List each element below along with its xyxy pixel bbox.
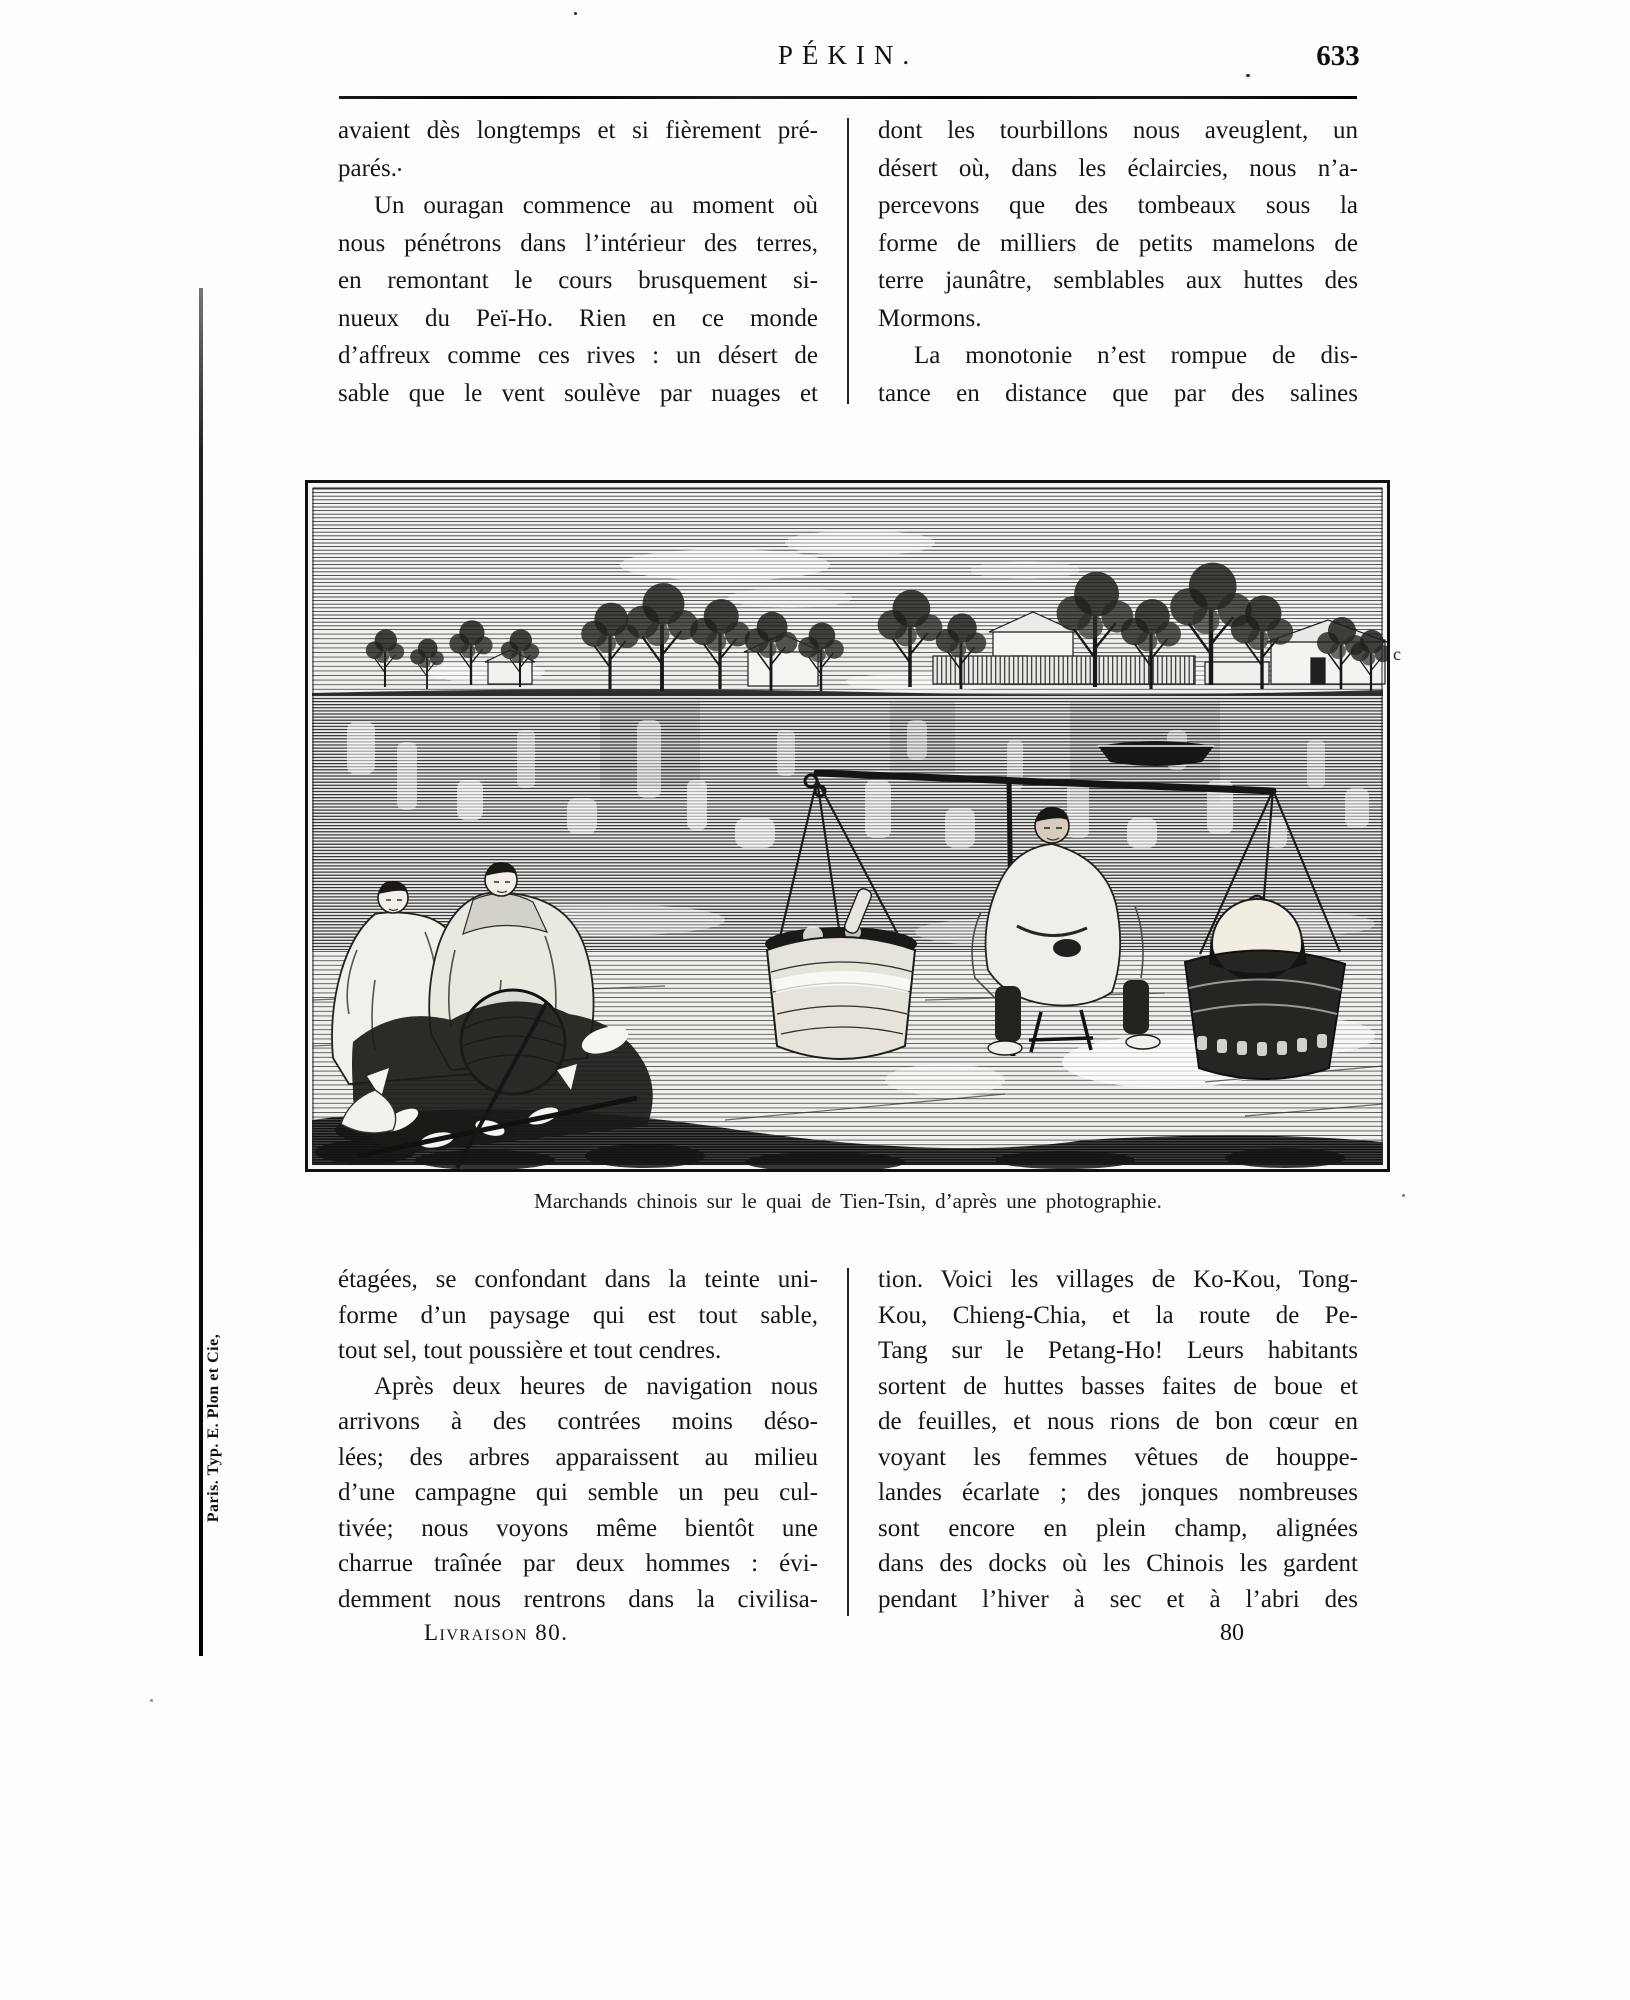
text-line: terre jaunâtre, semblables aux huttes des <box>878 267 1358 294</box>
scan-speck <box>574 12 577 15</box>
engraving-boat <box>1098 741 1214 766</box>
scan-speck <box>150 1699 153 1702</box>
text-line: dans des docks où les Chinois les gardent <box>878 1550 1358 1577</box>
column-divider-bottom <box>847 1268 849 1616</box>
text-line: étagées, se confondant dans la teinte uni- <box>338 1266 818 1293</box>
page-edge-line <box>199 288 203 1656</box>
column-divider-top <box>847 118 849 404</box>
text-line: nous pénétrons dans l’intérieur des terres, <box>338 229 818 257</box>
text-line: sortent de huttes basses faites de boue et <box>878 1372 1358 1400</box>
text-line: nueux du Peï-Ho. Rien en ce monde <box>338 304 818 332</box>
column-right-bottom <box>878 1262 1358 1617</box>
livraison-signature: Livraison 80. <box>424 1620 569 1645</box>
text-line: La monotonie n’est rompue de dis- <box>914 342 1358 369</box>
text-line: Mormons. <box>878 304 982 332</box>
scan-speck <box>1246 74 1250 77</box>
text-line: charrue traînée par deux hommes : évi- <box>338 1550 818 1577</box>
scan-speck <box>1402 1194 1405 1197</box>
text-line: Kou, Chieng-Chia, et la route de Pe- <box>878 1301 1358 1329</box>
margin-mark: c <box>1393 644 1401 664</box>
text-line: forme de milliers de petits mamelons de <box>878 229 1358 257</box>
text-line: Tang sur le Petang-Ho! Leurs habitants <box>878 1337 1358 1364</box>
text-line: d’une campagne qui semble un peu cul- <box>338 1479 818 1506</box>
text-line: d’affreux comme ces rives : un désert de <box>338 342 818 369</box>
text-line: forme d’un paysage qui est tout sable, <box>338 1301 818 1329</box>
text-line: voyant les femmes vêtues de houppe- <box>878 1443 1358 1471</box>
engraving-svg <box>305 480 1390 1172</box>
text-line: arrivons à des contrées moins déso- <box>338 1408 818 1435</box>
text-line: tance en distance que par des salines <box>878 379 1358 407</box>
page-title: PÉKIN. <box>777 40 919 70</box>
scan-speck <box>398 168 401 171</box>
text-line: de feuilles, et nous rions de bon cœur en <box>878 1408 1358 1435</box>
text-line: avaient dès longtemps et si fièrement pré- <box>338 117 818 144</box>
text-line: lées; des arbres apparaissent au milieu <box>338 1443 818 1471</box>
text-line: parés. <box>338 154 397 182</box>
text-line: pendant l’hiver à sec et à l’abri des <box>878 1585 1358 1613</box>
text-line: demment nous rentrons dans la civilisa- <box>338 1585 818 1613</box>
illustration-caption: Marchands chinois sur le quai de Tien-Tsin, d’après une photographie. <box>534 1189 1162 1213</box>
text-line: percevons que des tombeaux sous la <box>878 192 1358 219</box>
text-line: sable que le vent soulève par nuages et <box>338 379 818 407</box>
text-line: tout sel, tout poussière et tout cendres. <box>338 1337 722 1364</box>
column-left-top <box>338 112 818 412</box>
text-line: landes écarlate ; des jonques nombreuses <box>878 1479 1358 1506</box>
text-line: sont encore en plein champ, alignées <box>878 1514 1358 1542</box>
text-line: en remontant le cours brusquement si- <box>338 267 818 294</box>
text-line: dont les tourbillons nous aveuglent, un <box>878 117 1358 144</box>
text-line: Un ouragan commence au moment où <box>374 192 818 219</box>
header-rule <box>339 96 1357 99</box>
page-number: 633 <box>1316 40 1360 72</box>
sheet-signature-number: 80 <box>1220 1620 1244 1646</box>
column-right-top <box>878 112 1358 412</box>
text-line: tivée; nous voyons même bientôt une <box>338 1514 818 1542</box>
text-line: Après deux heures de navigation nous <box>374 1372 818 1400</box>
printer-imprint: Paris. Typ. E. Plon et Cie, <box>205 1333 222 1523</box>
engraving-illustration <box>305 480 1390 1172</box>
text-line: désert où, dans les éclaircies, nous n’a- <box>878 154 1358 182</box>
column-left-bottom <box>338 1262 818 1617</box>
text-line: tion. Voici les villages de Ko-Kou, Tong- <box>878 1266 1358 1293</box>
